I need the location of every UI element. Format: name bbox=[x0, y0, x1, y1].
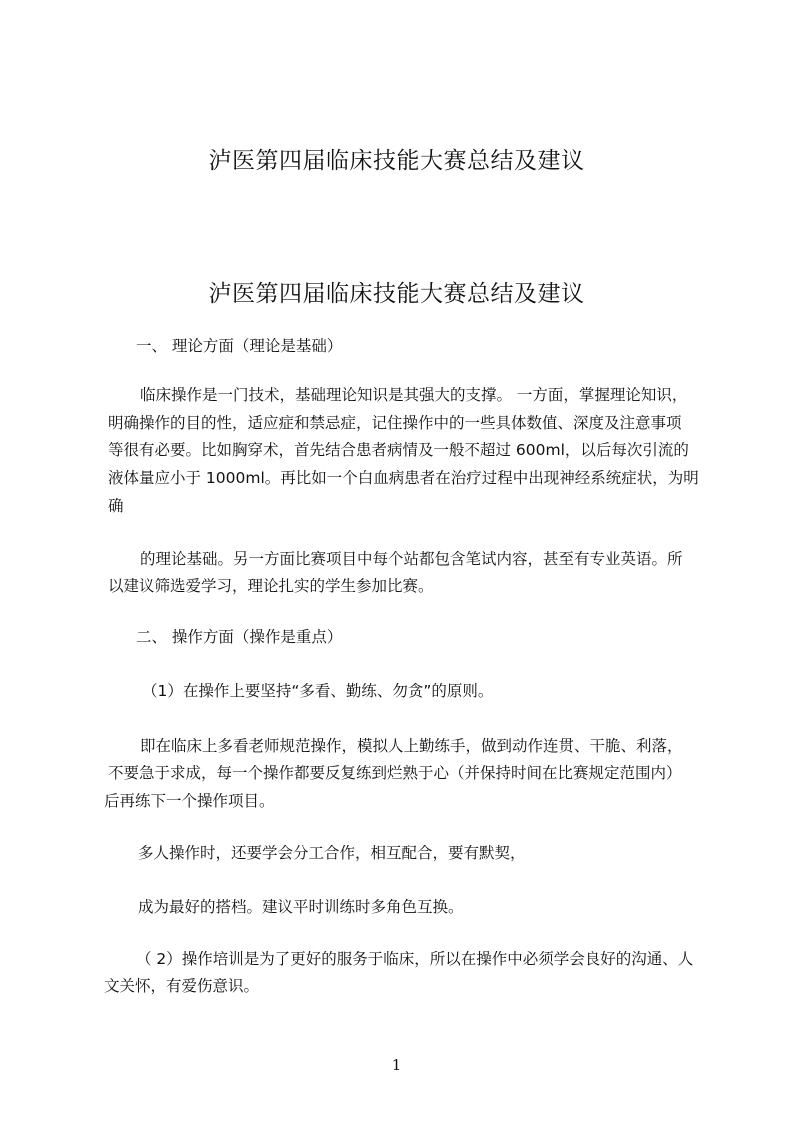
paragraph-line: 等很有必要。比如胸穿术，首先结合患者病情及一般不超过 600ml，以后每次引流的 bbox=[108, 441, 689, 459]
paragraph-line: 不要急于求成，每一个操作都要反复练到烂熟于心（并保持时间在比赛规定范围内） bbox=[108, 764, 682, 782]
paragraph-line: 多人操作时，还要学会分工合作，相互配合，要有默契， bbox=[138, 844, 526, 862]
paragraph-line: （ 2）操作培训是为了更好的服务于临床，所以在操作中必须学会良好的沟通、人 bbox=[136, 950, 694, 968]
paragraph-line: 后再练下一个操作项目。 bbox=[104, 792, 275, 810]
section-heading-theory: 一、 理论方面（理论是基础） bbox=[136, 337, 343, 355]
paragraph-line: 的理论基础。另一方面比赛项目中每个站都包含笔试内容，甚至有专业英语。所 bbox=[140, 550, 683, 568]
cover-title: 泸医第四届临床技能大赛总结及建议 bbox=[208, 148, 585, 174]
paragraph-line: （1）在操作上要坚持“多看、勤练、勿贪”的原则。 bbox=[142, 682, 494, 700]
paragraph-line: 液体量应小于 1000ml。再比如一个白血病患者在治疗过程中出现神经系统症状，为明 bbox=[108, 469, 699, 487]
document-title: 泸医第四届临床技能大赛总结及建议 bbox=[208, 281, 585, 307]
page-number: 1 bbox=[391, 1056, 402, 1074]
paragraph-line: 确 bbox=[108, 497, 124, 515]
paragraph-line: 即在临床上多看老师规范操作，模拟人上勤练手，做到动作连贯、干脆、利落， bbox=[140, 737, 683, 755]
paragraph-line: 明确操作的目的性，适应症和禁忌症，记住操作中的一些具体数值、深度及注意事项 bbox=[108, 414, 682, 432]
paragraph-line: 成为最好的搭档。建议平时训练时多角色互换。 bbox=[138, 898, 464, 916]
paragraph-line: 以建议筛选爱学习，理论扎实的学生参加比赛。 bbox=[108, 577, 434, 595]
paragraph-line: 文关怀，有爱伤意识。 bbox=[104, 977, 260, 995]
section-heading-operation: 二、 操作方面（操作是重点） bbox=[136, 628, 343, 646]
paragraph-line: 临床操作是一门技术，基础理论知识是其强大的支撑。 一方面，掌握理论知识， bbox=[140, 386, 688, 404]
